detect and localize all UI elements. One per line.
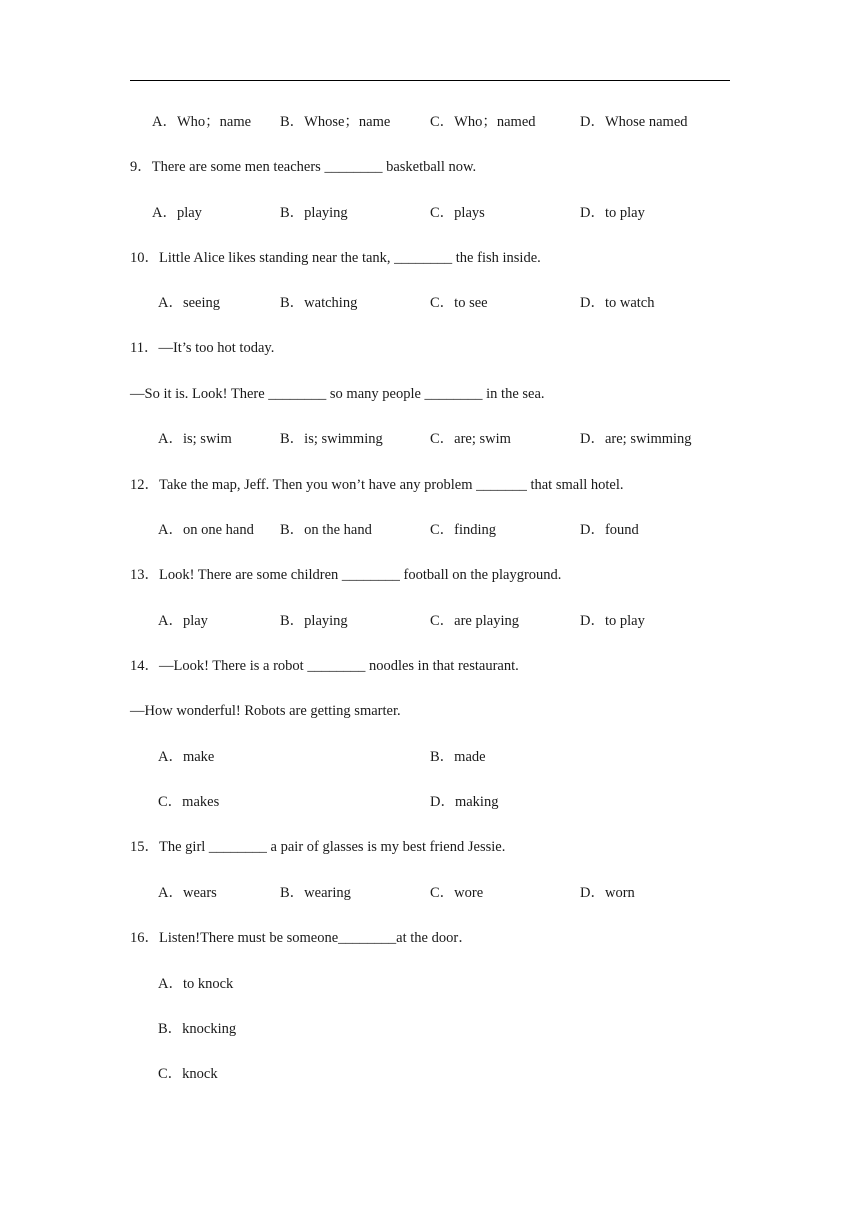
q14-stem: 14．—Look! There is a robot ________ noodles in that restaurant. (130, 658, 519, 674)
q13-option-d[interactable]: D．to play (580, 613, 645, 629)
q14-option-c[interactable]: C．makes (158, 794, 220, 810)
q9-stem: 9．There are some men teachers ________ basketball now. (130, 159, 477, 175)
q16-option-a[interactable]: A．to knock (158, 976, 234, 992)
q14-option-b[interactable]: B．made (430, 749, 486, 765)
q9-option-a[interactable]: A．play (152, 205, 202, 221)
q11-option-d[interactable]: D．are; swimming (580, 431, 692, 447)
q10-option-c[interactable]: C．to see (430, 295, 488, 311)
q9-option-b[interactable]: B．playing (280, 205, 348, 221)
q12-option-a[interactable]: A．on one hand (158, 522, 254, 538)
q12-option-c[interactable]: C．finding (430, 522, 497, 538)
q10-option-b[interactable]: B．watching (280, 295, 358, 311)
q15-stem: 15．The girl ________ a pair of glasses is my best friend Jessie. (130, 839, 506, 855)
q11-option-a[interactable]: A．is; swim (158, 431, 232, 447)
q11-stem-reply: —So it is. Look! There ________ so many people ________ in the sea. (130, 386, 545, 402)
q10-stem: 10．Little Alice likes standing near the tank, ________ the fish inside. (130, 250, 541, 266)
q14-option-d[interactable]: D．making (430, 794, 499, 810)
q11-option-c[interactable]: C．are; swim (430, 431, 511, 447)
q9-option-c[interactable]: C．plays (430, 205, 485, 221)
q15-option-c[interactable]: C．wore (430, 885, 484, 901)
q16-option-b[interactable]: B．knocking (158, 1021, 237, 1037)
q13-option-a[interactable]: A．play (158, 613, 208, 629)
q8-option-d[interactable]: D．Whose named (580, 114, 688, 130)
q11-option-b[interactable]: B．is; swimming (280, 431, 383, 447)
q12-option-d[interactable]: D．found (580, 522, 639, 538)
q14-stem-reply: —How wonderful! Robots are getting smarter. (130, 703, 401, 719)
q12-stem: 12．Take the map, Jeff. Then you won’t have any problem _______ that small hotel. (130, 477, 624, 493)
q16-option-c[interactable]: C．knock (158, 1066, 218, 1082)
q8-option-b[interactable]: B．Whose；name (280, 114, 391, 130)
q13-option-b[interactable]: B．playing (280, 613, 348, 629)
q15-option-b[interactable]: B．wearing (280, 885, 351, 901)
q9-option-d[interactable]: D．to play (580, 205, 645, 221)
q13-option-c[interactable]: C．are playing (430, 613, 519, 629)
q15-option-d[interactable]: D．worn (580, 885, 635, 901)
header-rule (130, 80, 730, 81)
q13-stem: 13．Look! There are some children ________ football on the playground. (130, 567, 562, 583)
q12-option-b[interactable]: B．on the hand (280, 522, 372, 538)
q11-stem: 11．—It’s too hot today. (130, 340, 275, 356)
q15-option-a[interactable]: A．wears (158, 885, 217, 901)
q10-option-d[interactable]: D．to watch (580, 295, 655, 311)
q10-option-a[interactable]: A．seeing (158, 295, 221, 311)
q16-stem: 16．Listen!There must be someone________at the door． (130, 930, 473, 946)
q8-option-a[interactable]: A．Who；name (152, 114, 252, 130)
q14-option-a[interactable]: A．make (158, 749, 215, 765)
q8-option-c[interactable]: C．Who；named (430, 114, 536, 130)
